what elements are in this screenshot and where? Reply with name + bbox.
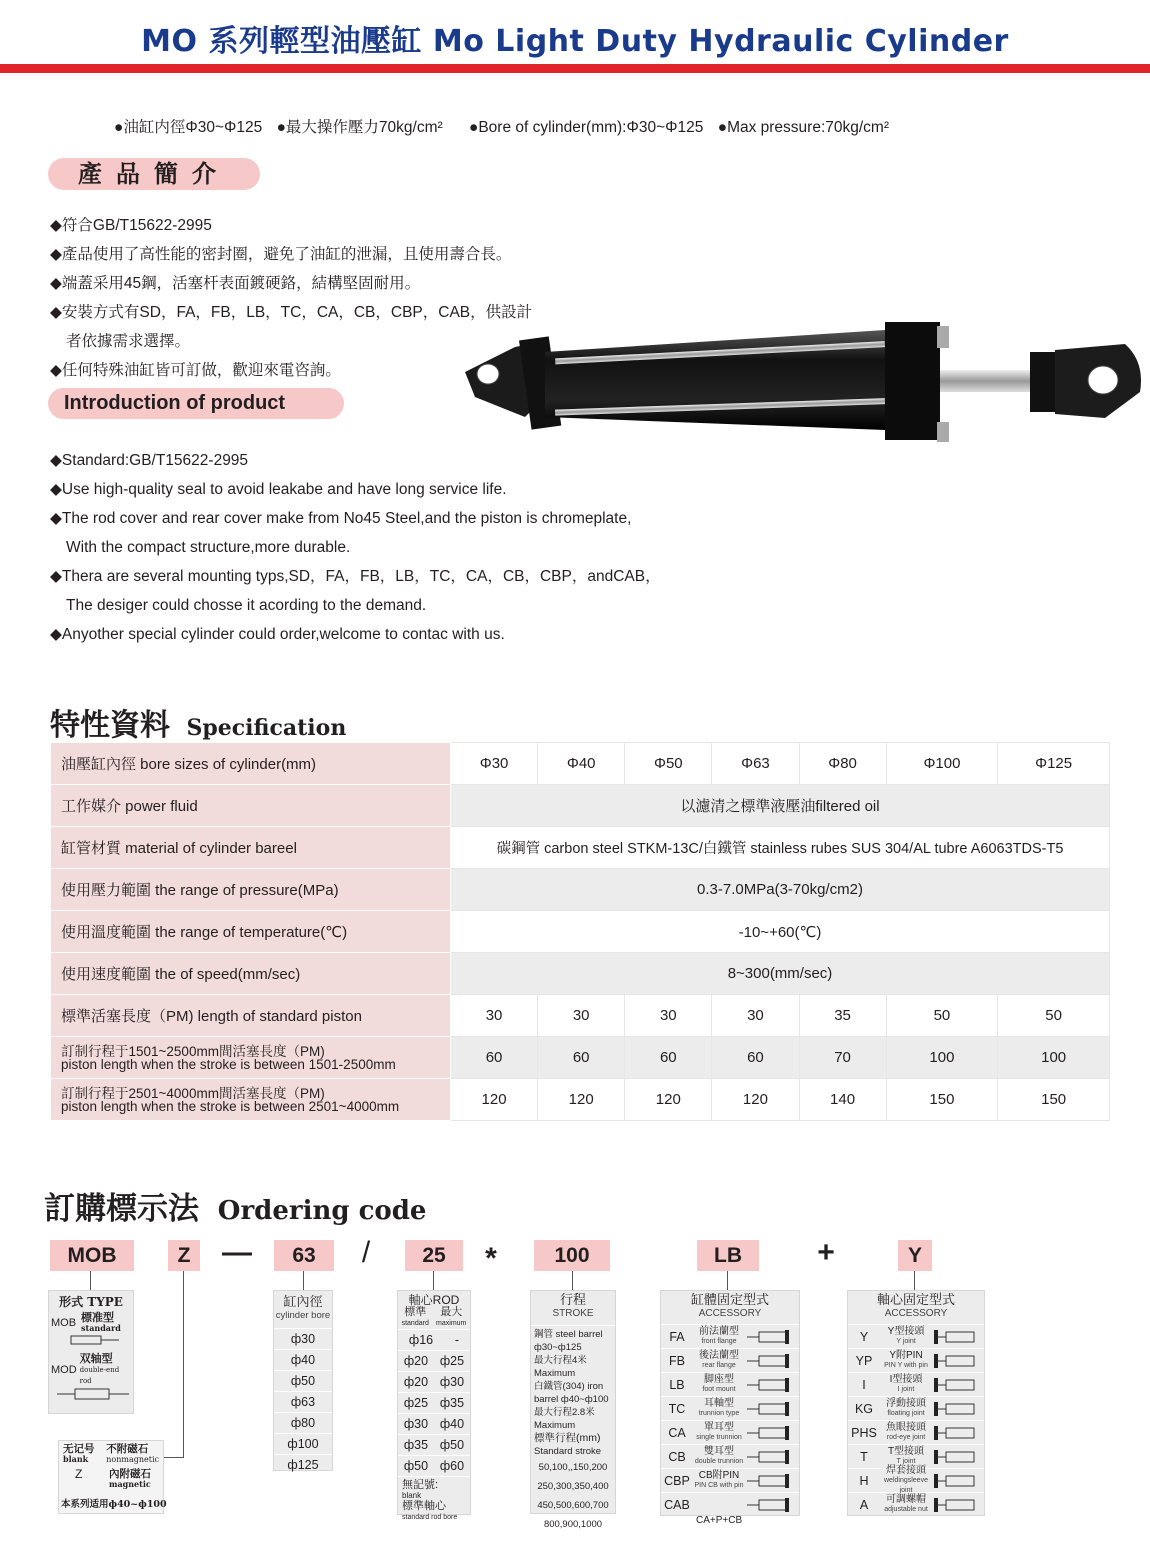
mount-name-en: trunnion type [698,1409,740,1417]
rod-max: ф50 [439,1438,465,1452]
rod-col1-en: standard [401,1320,429,1327]
rodacc-name-en: Y joint [896,1337,916,1345]
intro-list-en [50,446,770,649]
connector-line [303,1271,304,1290]
magnet-row-blank [59,1441,163,1465]
mount-name-cn: 後法蘭型 [699,1349,739,1361]
double-rod-cylinder-icon [55,1386,131,1402]
intro-heading-cn: 產品簡介 [48,158,260,190]
rod-accessory-subtitle: ACCESSORY [884,1308,948,1319]
row-label-cn: 訂制行程于1501~2500mm間活塞長度（PM) [61,1043,325,1059]
rod-std: ф35 [403,1438,429,1452]
title-underline [0,64,1150,73]
magnet-desc [109,1469,151,1489]
value-cell: 60 [712,1037,799,1079]
value-cell: 120 [538,1079,625,1121]
rodacc-diagram-icon [932,1376,982,1394]
value-cell: 35 [799,995,886,1037]
magnet-desc-en: magnetic [109,1479,151,1489]
rod-std: ф30 [403,1417,429,1431]
bore-panel [273,1290,333,1471]
intro-item: ◆Thera are several mounting typs,SD，FA，FB，LB，TC，CA，CB，CBP，andCAB， [50,568,661,585]
rodacc-code: PHS [851,1425,877,1440]
bore-option: ф40 [274,1349,332,1370]
mount-code: FA [669,1329,685,1344]
rodacc-diagram-icon [932,1352,982,1370]
bore-cell: Φ50 [625,743,712,785]
title-bar [0,0,1150,66]
intro-item: ◆The rod cover and rear cover make from No45 Steel,and the piston is chromeplate, [50,510,632,527]
value-cell: 30 [451,995,538,1037]
spec-pressure-cn: ●最大操作壓力70kg/cm² [276,119,443,136]
bore-option: ф63 [274,1391,332,1412]
rod-max: ф30 [439,1375,465,1389]
code-magnet: Z [168,1240,200,1271]
type-desc [80,1354,131,1386]
mounting-rows [661,1324,799,1516]
mount-row [661,1396,799,1420]
rod-panel-title: 軸心ROD [408,1293,460,1307]
type-panel-title [49,1291,133,1309]
mount-code: CAB [664,1497,690,1512]
rod-col2-en: maximum [436,1320,467,1327]
magnet-code [63,1444,106,1465]
rod-accessory-panel-title [848,1291,984,1324]
stroke-line: 最大行程4米 Maximum [534,1355,587,1379]
rod-std: ф50 [403,1459,429,1473]
specification-heading-en: Specification [186,715,347,741]
stroke-line: 標準行程(mm) [534,1432,601,1444]
rod-max: ф40 [439,1417,465,1431]
table-row [51,743,1110,785]
mount-diagram-icon [745,1448,795,1466]
rod-max: ф60 [439,1459,465,1473]
table-row [51,953,1110,995]
intro-item: The desiger could chosse it acording to the demand. [66,597,427,614]
value-cell: 30 [625,995,712,1037]
intro-item: ◆任何特殊油缸皆可訂做，歡迎來電咨詢。 [50,362,341,379]
mounting-panel [660,1290,800,1516]
bore-cell: Φ30 [451,743,538,785]
bore-option: ф50 [274,1370,332,1391]
connector-line [160,1271,184,1458]
rodacc-row [848,1464,984,1494]
rod-accessory-title: 軸心固定型式 [876,1292,955,1307]
table-row [51,869,1110,911]
rod-note2-cn: 標準軸心 [402,1500,446,1512]
stroke-line: 250,300,350,400 [537,1481,609,1492]
bore-cell: Φ125 [998,743,1110,785]
rod-note [398,1476,470,1523]
rodacc-row [848,1420,984,1444]
rodacc-name-cn: I型接頭 [889,1373,923,1385]
mount-name-cn: 雙耳型 [704,1445,734,1457]
mounting-title: 缸體固定型式 [690,1292,769,1307]
stroke-title: 行程 [559,1292,586,1307]
mount-row [661,1324,799,1348]
type-desc-en: standard [81,1323,121,1333]
bore-option: ф80 [274,1412,332,1433]
intro-item: ◆端蓋采用45鋼，活塞杆表面鍍硬鉻，結構堅固耐用。 [50,275,421,292]
rodacc-code: YP [855,1353,873,1368]
bore-cell: Φ80 [799,743,886,785]
table-row [51,827,1110,869]
mount-code: LB [669,1377,685,1392]
rod-panel [397,1290,471,1521]
rodacc-code: Y [859,1329,869,1344]
rodacc-name [880,1351,932,1371]
stroke-line: Standard stroke [534,1446,602,1457]
connector-line [914,1271,915,1290]
mount-code: CA [668,1425,686,1440]
rodacc-name-cn: T型接頭 [887,1445,925,1457]
connector-line [727,1271,728,1290]
rodacc-name [880,1375,932,1395]
rod-std: ф20 [403,1375,429,1389]
rodacc-code: KG [854,1401,874,1416]
hydraulic-cylinder-image [455,322,1145,450]
rodacc-diagram-icon [932,1424,982,1442]
mount-name [693,1375,745,1395]
code-mount: LB [697,1240,759,1271]
row-label: 使用溫度範圍 the range of temperature(℃) [51,911,451,953]
intro-item: ◆安裝方式有SD，FA，FB，LB，TC，CA，CB，CBP，CAB，供設計 [50,304,533,321]
rodacc-diagram-icon [932,1448,982,1466]
rodacc-name-cn: 魚眼接頭 [886,1421,926,1433]
bore-cell: Φ100 [886,743,998,785]
value-cell: 120 [625,1079,712,1121]
type-code: MOB [51,1317,77,1329]
rod-note-en: blank [402,1491,422,1500]
value-cell: 60 [451,1037,538,1079]
mount-name-en: PIN CB with pin [694,1481,744,1489]
rodacc-name [880,1423,932,1443]
value-cell: 140 [799,1079,886,1121]
code-star: * [485,1242,497,1275]
page-title: MO 系列輕型油壓缸 Mo Light Duty Hydraulic Cylinder [141,24,1009,59]
rodacc-name [880,1495,932,1515]
mount-name-cn: 耳軸型 [704,1397,734,1409]
mount-row [661,1444,799,1468]
spec-pressure-en: ●Max pressure:70kg/cm² [717,119,890,136]
row-label-en: piston length when the stroke is between 1501-2500mm [61,1056,396,1072]
bore-cell: Φ63 [712,743,799,785]
code-type: MOB [50,1240,134,1271]
mount-row [661,1372,799,1396]
rod-std: ф20 [403,1354,429,1368]
rodacc-name-en: rod-eye joint [886,1433,926,1441]
rodacc-name-en: floating joint [887,1409,925,1417]
stroke-line: 800,900,1000 [543,1519,603,1530]
rodacc-diagram-icon [932,1400,982,1418]
mount-name-cn: 前法蘭型 [699,1325,739,1337]
spec-summary-line [114,115,899,137]
type-title-en: TYPE [87,1295,123,1309]
bore-subtitle: cylinder bore [275,1310,331,1321]
mount-diagram-icon [745,1400,795,1418]
bore-option: ф125 [274,1454,332,1475]
stroke-panel-title [531,1291,615,1325]
rod-max: ф25 [439,1354,465,1368]
rod-col-maximum [436,1307,466,1329]
code-rod: 25 [405,1240,463,1271]
rodacc-diagram-icon [932,1328,982,1346]
value-cell: 100 [998,1037,1110,1079]
mount-diagram-icon [745,1496,795,1514]
row-label-en: piston length when the stroke is between 2501~4000mm [61,1098,400,1114]
mount-diagram-icon [745,1472,795,1490]
mount-name-cn: CB附PIN [698,1469,740,1481]
row-value: 以濾清之標準液壓油filtered oil [451,785,1110,827]
mount-name [693,1471,745,1491]
row-label: 標準活塞長度（PM) length of standard piston [51,995,451,1037]
mount-diagram-icon [745,1376,795,1394]
rodacc-name [880,1447,932,1467]
rod-accessory-rows [848,1324,984,1516]
mount-name-en: double trunnion [694,1457,744,1465]
bore-cell: Φ40 [538,743,625,785]
rodacc-code: I [862,1377,866,1392]
rod-option [398,1350,470,1371]
type-panel [48,1290,134,1414]
rod-note-cn: 無記號: [402,1479,439,1491]
mount-code: TC [668,1401,686,1416]
rodacc-name-en: weldingsleeve joint [884,1476,928,1494]
row-label: 缸管材質 material of cylinder bareel [51,827,451,869]
mounting-note: CA+P+CB [696,1515,743,1526]
bore-option: ф100 [274,1433,332,1454]
code-plus: + [817,1236,835,1269]
table-row [51,785,1110,827]
rod-max: - [454,1333,460,1347]
mount-name [693,1447,745,1467]
value-cell: 50 [886,995,998,1037]
magnet-code-cn: 无记号 [63,1443,95,1455]
mount-name [693,1399,745,1419]
mount-row [661,1420,799,1444]
value-cell: 70 [799,1037,886,1079]
rodacc-row [848,1348,984,1372]
row-label: 油壓缸內徑 bore sizes of cylinder(mm) [51,743,451,785]
magnet-row-z [59,1465,163,1489]
mount-row [661,1348,799,1372]
connector-line [433,1271,434,1290]
mount-name-en: single trunnion [696,1433,742,1441]
mounting-subtitle: ACCESSORY [698,1308,762,1319]
value-cell: 30 [538,995,625,1037]
mount-name-cn: 脚座型 [704,1373,734,1385]
row-label: 使用壓力範圍 the range of pressure(MPa) [51,869,451,911]
rod-col1-cn: 標準 [404,1306,427,1318]
rodacc-row [848,1396,984,1420]
mount-code: CBP [664,1473,690,1488]
rodacc-row [848,1372,984,1396]
stroke-notes [531,1325,615,1536]
intro-item: ◆符合GB/T15622-2995 [50,217,212,234]
rodacc-diagram-icon [932,1472,982,1490]
rod-panel-cols [398,1307,470,1329]
ordering-heading-cn: 訂購標示法 [44,1191,199,1227]
table-row [51,1037,1110,1079]
mount-row [661,1468,799,1492]
type-code: MOD [51,1364,77,1376]
rodacc-code: A [859,1497,869,1512]
ordering-heading-en: Ordering code [217,1196,427,1226]
rodacc-row [848,1492,984,1516]
intro-item: With the compact structure,more durable. [66,539,351,556]
stroke-line: 50,100,,150,200 [538,1462,608,1473]
rod-option [398,1392,470,1413]
rodacc-name-cn: 可調螺帽 [886,1493,926,1505]
rod-col2-cn: 最大 [440,1306,463,1318]
magnet-desc-en: nonmagnetic [106,1455,159,1464]
code-stroke: 100 [534,1240,610,1271]
type-desc-en: double-end rod [79,1366,120,1385]
code-dash: — [222,1236,252,1269]
mount-diagram-icon [745,1328,795,1346]
magnet-desc-cn: 不附磁石 [106,1443,149,1455]
table-row [51,1079,1110,1121]
rodacc-name-cn: Y型接頭 [887,1325,925,1337]
mount-name [693,1423,745,1443]
rod-note2-en: standard rod bore [402,1514,458,1521]
rodacc-name [880,1466,932,1496]
value-cell: 150 [886,1079,998,1121]
row-label: 使用速度範圍 the of speed(mm/sec) [51,953,451,995]
specification-heading-cn: 特性資料 [50,708,170,743]
rod-std: ф16 [408,1333,434,1347]
magnet-panel [58,1440,167,1514]
rodacc-code: T [860,1449,868,1464]
stroke-panel [530,1290,616,1530]
magnet-code: Z [75,1467,83,1481]
type-desc-cn: 標准型 [81,1311,114,1324]
row-value: 0.3-7.0MPa(3-70kg/cm2) [451,869,1110,911]
rod-max: ф35 [439,1396,465,1410]
rodacc-name-cn: 浮動接頭 [886,1397,926,1409]
rodacc-name-en: adjustable nut [884,1505,928,1513]
value-cell: 100 [886,1037,998,1079]
rodacc-name-cn: Y附PIN [889,1349,923,1361]
stroke-line: 最大行程2.8米 Maximum [534,1407,595,1431]
type-row-double [49,1352,133,1386]
code-rod-accessory: Y [898,1240,932,1271]
magnet-note: 本系列适用ф40~ф100 [61,1499,167,1510]
bore-title: 缸內徑 [283,1294,323,1309]
intro-item: 者依據需求選擇。 [66,333,191,350]
intro-item: ◆產品使用了高性能的密封圈，避免了油缸的泄漏，且使用壽合長。 [50,246,512,263]
value-cell: 120 [451,1079,538,1121]
rod-option [398,1371,470,1392]
row-label [51,1079,451,1121]
spec-bore-cn: ●油缸内徑Φ30~Φ125 [114,119,263,136]
stroke-subtitle: STROKE [552,1308,594,1319]
rodacc-name [880,1399,932,1419]
row-value: 碳鋼管 carbon steel STKM-13C/白鐵管 stainless rubes SUS 304/AL tubre A6063TDS-T5 [451,827,1110,869]
value-cell: 120 [712,1079,799,1121]
table-row [51,911,1110,953]
mount-name [693,1351,745,1371]
intro-item: ◆Standard:GB/T15622-2995 [50,452,249,469]
magnet-desc-cn: 內附磁石 [109,1468,151,1480]
rodacc-code: H [859,1473,869,1488]
magnet-code-en: blank [63,1454,89,1464]
rod-std: ф25 [403,1396,429,1410]
rod-option [398,1329,470,1350]
rodacc-name-en: PIN Y with pin [884,1361,928,1369]
rodacc-diagram-icon [932,1496,982,1514]
rodacc-name-en: T joint [896,1457,916,1465]
bore-option: ф30 [274,1328,332,1349]
type-desc-cn: 双轴型 [79,1352,113,1365]
row-label-cn: 訂制行程于2501~4000mm間活塞長度（PM) [61,1085,325,1101]
rod-col-standard [402,1307,429,1329]
value-cell: 30 [712,995,799,1037]
rod-option [398,1413,470,1434]
value-cell: 60 [625,1037,712,1079]
mounting-panel-title [661,1291,799,1324]
value-cell: 60 [538,1037,625,1079]
mount-name-en: front flange [701,1337,737,1345]
specification-table [50,742,1110,1121]
stroke-line: 450,500,600,700 [537,1500,609,1511]
mount-name-en: foot mount [702,1385,736,1393]
mount-diagram-icon [745,1352,795,1370]
specification-heading [50,700,346,744]
rodacc-name-en: I joint [897,1385,915,1393]
intro-item: ◆Use high-quality seal to avoid leakabe and have long service life. [50,481,507,498]
mount-name [693,1327,745,1347]
mount-code: CB [668,1449,686,1464]
table-row [51,995,1110,1037]
row-label [51,1037,451,1079]
rodacc-name [880,1327,932,1347]
row-value: -10~+60(℃) [451,911,1110,953]
spec-bore-en: ●Bore of cylinder(mm):Φ30~Φ125 [468,119,704,136]
code-bore: 63 [274,1240,334,1271]
stroke-line: 白鐵管(304) iron barrel ф40~ф100 [534,1381,609,1405]
intro-heading-en: Introduction of product [48,388,344,419]
mount-name-en: rear flange [702,1361,736,1369]
rod-accessory-panel [847,1290,985,1516]
ordering-heading [44,1183,426,1228]
mount-name-cn: 單耳型 [704,1421,734,1433]
value-cell: 150 [998,1079,1110,1121]
type-title-cn: 形式 [59,1295,84,1309]
connector-line [90,1271,91,1290]
row-label: 工作媒介 power fluid [51,785,451,827]
stroke-line: 鋼管 steel barrel ф30~ф125 [534,1329,603,1353]
standard-cylinder-icon [63,1333,123,1347]
mount-code: FB [669,1353,685,1368]
connector-line [572,1271,573,1290]
intro-item: ◆Anyother special cylinder could order,welcome to contac with us. [50,626,505,643]
rod-option [398,1434,470,1455]
mount-diagram-icon [745,1424,795,1442]
rodacc-row [848,1324,984,1348]
bore-panel-title [274,1291,332,1328]
magnet-desc [106,1444,159,1465]
code-slash: / [361,1236,371,1269]
type-desc [81,1313,121,1333]
rod-option [398,1455,470,1476]
rodacc-name-cn: 焊套接頭 [886,1464,926,1476]
mount-row [661,1492,799,1516]
value-cell: 50 [998,995,1110,1037]
row-value: 8~300(mm/sec) [451,953,1110,995]
type-row-standard [49,1309,133,1333]
